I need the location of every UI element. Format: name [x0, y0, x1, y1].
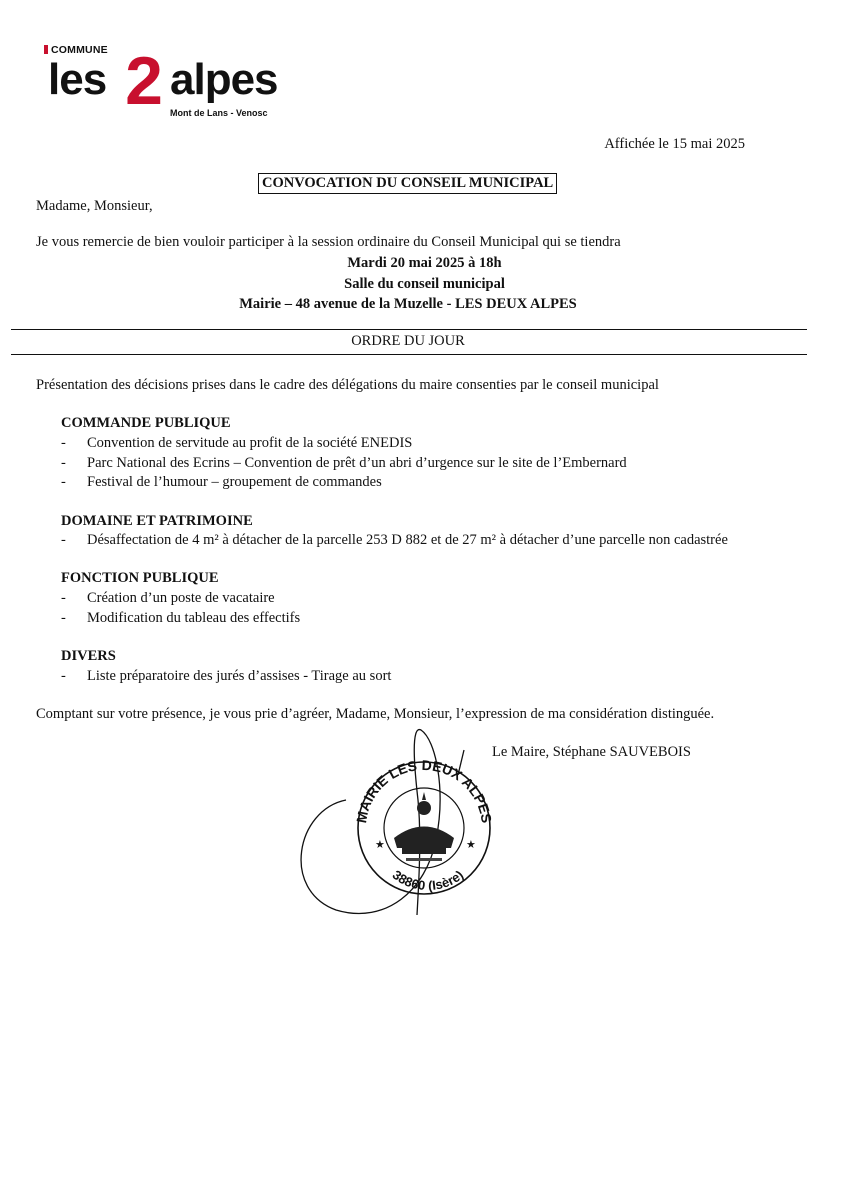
mayor-stamp-signature — [286, 720, 508, 920]
salutation: Madame, Monsieur, — [36, 198, 153, 214]
logo-red-bar — [44, 45, 48, 54]
logo-two-glyph — [112, 50, 176, 114]
divider-top — [11, 329, 807, 330]
posted-date: Affichée le 15 mai 2025 — [604, 136, 745, 152]
section-title-divers: DIVERS — [61, 648, 116, 664]
signer-name: Le Maire, Stéphane SAUVEBOIS — [492, 744, 691, 760]
logo-two-text: 2 — [125, 50, 163, 114]
meeting-date-time: Mardi 20 mai 2025 à 18h — [347, 255, 502, 271]
section-title-fonction-publique: FONCTION PUBLIQUE — [61, 570, 219, 586]
stamp-ring-top-text: MAIRIE LES DEUX ALPES — [353, 756, 495, 825]
stamp-star-left: ★ — [375, 839, 385, 851]
intro-text: Je vous remercie de bien vouloir participer à la session ordinaire du Conseil Municipal qui se tiendra — [36, 234, 621, 250]
logo-les-text: les — [48, 55, 107, 104]
agenda-heading: ORDRE DU JOUR — [351, 333, 465, 349]
commune-logo — [40, 44, 290, 126]
list-item: - Création d’un poste de vacataire — [61, 590, 275, 606]
list-item: - Festival de l’humour – groupement de commandes — [61, 474, 382, 490]
list-item: - Parc National des Ecrins – Convention de prêt d’un abri d’urgence sur le site de l’Embernard — [61, 455, 627, 471]
stamp-star-right: ★ — [466, 839, 476, 851]
list-item: - Liste préparatoire des jurés d’assises - Tirage au sort — [61, 668, 392, 684]
logo-subtitle: Mont de Lans - Venosc — [170, 108, 268, 118]
meeting-address: Mairie – 48 avenue de la Muzelle - LES DEUX ALPES — [239, 296, 577, 312]
divider-bottom — [11, 354, 807, 355]
list-item: - Désaffectation de 4 m² à détacher de la parcelle 253 D 882 et de 27 m² à détacher d’une parcelle non cadastrée — [61, 532, 728, 548]
presentation-text: Présentation des décisions prises dans le cadre des délégations du maire consenties par le conseil municipal — [36, 377, 659, 393]
list-item: - Modification du tableau des effectifs — [61, 610, 301, 626]
list-item: - Convention de servitude au profit de la société ENEDIS — [61, 435, 413, 451]
closing-text: Comptant sur votre présence, je vous prie d’agréer, Madame, Monsieur, l’expression de ma considération distinguée. — [36, 706, 715, 722]
stamp-ring-bottom-text: 38860 (Isère) — [389, 867, 467, 894]
logo-alpes-text: alpes — [170, 55, 278, 104]
logo-commune-text: COMMUNE — [51, 44, 108, 56]
section-title-commande-publique: COMMANDE PUBLIQUE — [61, 415, 231, 431]
stamp-emblem — [394, 792, 454, 861]
section-title-domaine-patrimoine: DOMAINE ET PATRIMOINE — [61, 513, 253, 529]
document-title: CONVOCATION DU CONSEIL MUNICIPAL — [258, 173, 557, 194]
meeting-room: Salle du conseil municipal — [344, 276, 505, 292]
